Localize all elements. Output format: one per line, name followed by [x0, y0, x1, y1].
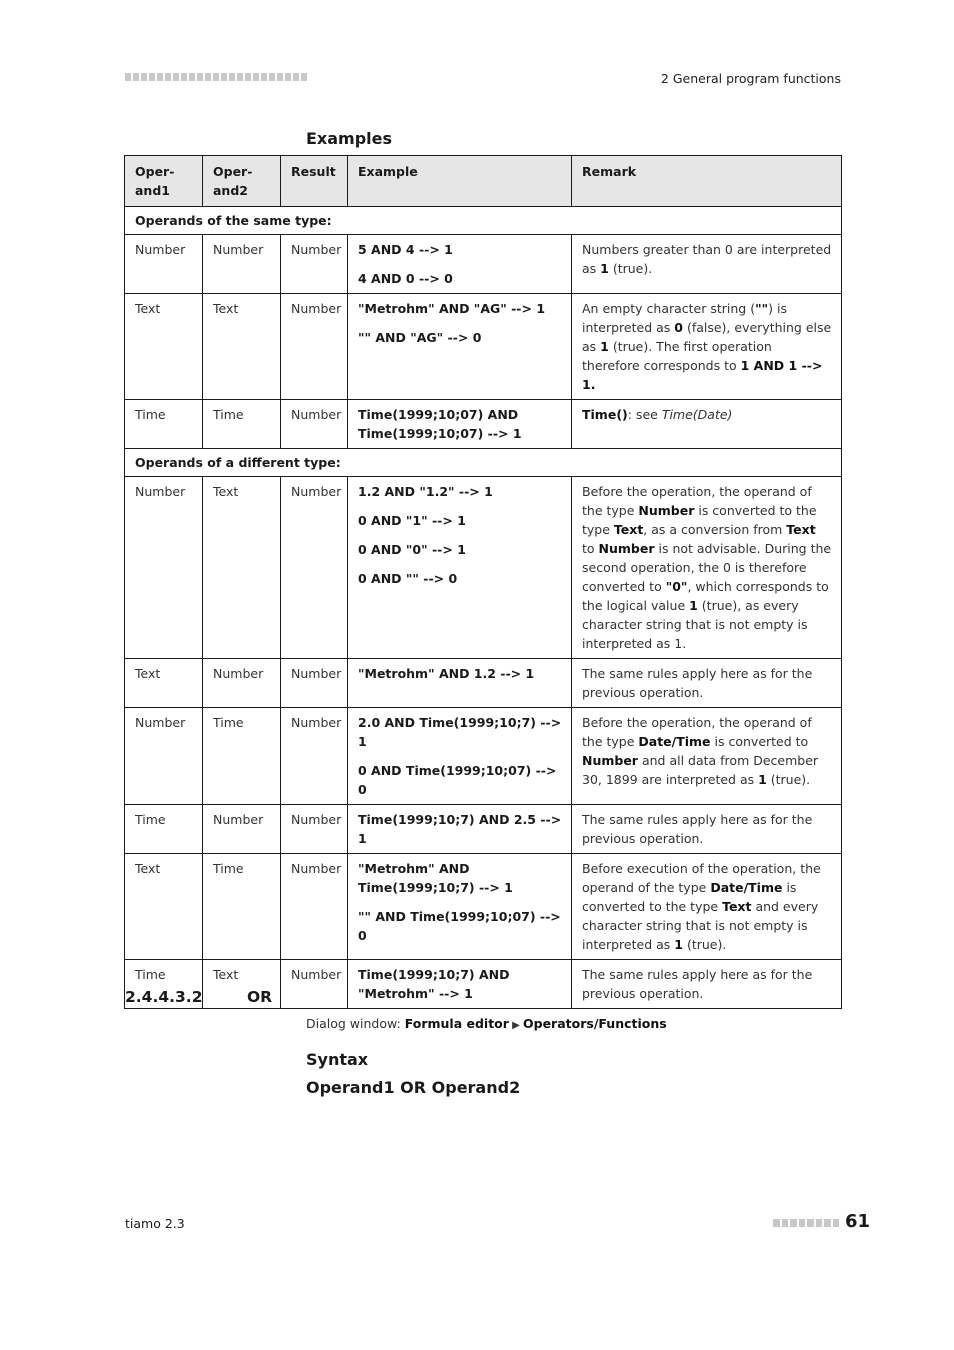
remark-text: "" [755, 301, 769, 316]
remark-text: is converted to [710, 734, 809, 749]
remark-text: , which corresponds to the logical value [582, 579, 829, 613]
remark-text: (true). [608, 261, 653, 276]
remark-text: (false), everything else as [582, 320, 832, 354]
remark-text: 1 [600, 339, 609, 354]
remark-cell [572, 235, 842, 294]
dialog-path-2: Operators/Functions [523, 1016, 667, 1031]
example-expression: Time(1999;10;07) AND Time(1999;10;07) --> 1 [358, 407, 522, 441]
dialog-path [306, 1016, 667, 1031]
example-expression: 0 AND "1" --> 1 [358, 513, 466, 528]
examples-heading: Examples [306, 129, 393, 148]
remark-cell [572, 708, 842, 805]
remark-text: Number [638, 503, 695, 518]
remark-text: 1 [600, 261, 609, 276]
remark-text: , as a conversion from [643, 522, 787, 537]
remark-text: 1 [689, 598, 698, 613]
footer-decoration [773, 1219, 839, 1227]
operand1-cell: Number [125, 708, 203, 805]
remark-text: ) is interpreted as [582, 301, 787, 335]
operand2-cell: Time [203, 708, 281, 805]
example-expression: "" AND "AG" --> 0 [358, 330, 482, 345]
operand1-cell: Text [125, 854, 203, 960]
remark-text: Date/Time [638, 734, 711, 749]
dialog-prefix: Dialog window: [306, 1016, 405, 1031]
remark-text: (true). [766, 772, 811, 787]
table-row [125, 400, 842, 449]
remark-text: to [582, 541, 599, 556]
operand1-cell: Text [125, 659, 203, 708]
table-row [125, 805, 842, 854]
result-cell: Number [281, 708, 348, 805]
section-row [125, 207, 842, 235]
dialog-path-1: Formula editor [404, 1016, 509, 1031]
example-expression: "Metrohm" AND "AG" --> 1 [358, 301, 546, 316]
remark-text: Number [582, 753, 638, 768]
operand2-cell: Number [203, 235, 281, 294]
section-row [125, 449, 842, 477]
operand2-cell: Text [203, 960, 281, 1009]
example-cell [348, 477, 572, 659]
example-expression: 0 AND "" --> 0 [358, 571, 458, 586]
remark-text: : see [627, 407, 662, 422]
col-header-example: Example [348, 156, 572, 207]
remark-text: The same rules apply here as for the previous operation. [582, 666, 813, 700]
result-cell: Number [281, 477, 348, 659]
remark-text: (true). The first operation therefore corresponds to [582, 339, 772, 373]
footer-product: tiamo 2.3 [125, 1216, 185, 1231]
remark-text: 1 AND 1 --> 1. [582, 358, 823, 392]
example-expression: 5 AND 4 --> 1 [358, 242, 453, 257]
remark-cell [572, 294, 842, 400]
example-cell [348, 294, 572, 400]
table-row [125, 960, 842, 1009]
remark-text: Before the operation, the operand of the type [582, 715, 812, 749]
section-label: Operands of a different type: [125, 449, 842, 477]
arrow-icon: ▶ [508, 1020, 523, 1031]
example-expression: "" AND Time(1999;10;07) --> 0 [358, 909, 561, 943]
operand1-cell: Time [125, 805, 203, 854]
result-cell: Number [281, 805, 348, 854]
table-row [125, 477, 842, 659]
page-number: 61 [845, 1211, 871, 1232]
result-cell: Number [281, 294, 348, 400]
syntax-code: Operand1 OR Operand2 [306, 1078, 521, 1097]
table-row [125, 708, 842, 805]
result-cell: Number [281, 659, 348, 708]
remark-text: is converted to the type [582, 880, 797, 914]
result-cell: Number [281, 960, 348, 1009]
remark-text: is converted to the type [582, 503, 817, 537]
remark-text: Time(Date) [661, 407, 733, 422]
examples-table [124, 155, 842, 1009]
section-label: Operands of the same type: [125, 207, 842, 235]
example-cell [348, 659, 572, 708]
remark-text: Text [786, 522, 816, 537]
section-number: 2.4.4.3.2 [125, 988, 203, 1006]
col-header-operand2: Oper- and2 [203, 156, 281, 207]
example-cell [348, 960, 572, 1009]
remark-cell [572, 805, 842, 854]
remark-cell [572, 960, 842, 1009]
remark-text: Date/Time [710, 880, 783, 895]
remark-text: 0 [674, 320, 683, 335]
table-row [125, 854, 842, 960]
table-row [125, 294, 842, 400]
remark-text: Before the operation, the operand of the type [582, 484, 812, 518]
example-expression: 2.0 AND Time(1999;10;7) --> 1 [358, 715, 562, 749]
example-expression: 4 AND 0 --> 0 [358, 271, 453, 286]
remark-text: The same rules apply here as for the previous operation. [582, 812, 813, 846]
example-cell [348, 854, 572, 960]
operand2-cell: Number [203, 805, 281, 854]
table-header-row [125, 156, 842, 207]
remark-text: Numbers greater than 0 are interpreted as [582, 242, 832, 276]
remark-text: 1 [674, 937, 683, 952]
operand1-cell: Time [125, 400, 203, 449]
remark-text: and every character string that is not empty is interpreted as [582, 899, 819, 952]
operand2-cell: Time [203, 400, 281, 449]
operand1-cell: Number [125, 235, 203, 294]
result-cell: Number [281, 235, 348, 294]
col-header-result: Result [281, 156, 348, 207]
result-cell: Number [281, 400, 348, 449]
remark-cell [572, 854, 842, 960]
operand2-cell: Number [203, 659, 281, 708]
example-cell [348, 235, 572, 294]
example-expression: 1.2 AND "1.2" --> 1 [358, 484, 493, 499]
remark-text: An empty character string ( [582, 301, 756, 316]
remark-cell [572, 659, 842, 708]
col-header-remark: Remark [572, 156, 842, 207]
example-expression: Time(1999;10;7) AND "Metrohm" --> 1 [358, 967, 510, 1001]
syntax-heading: Syntax [306, 1050, 369, 1069]
remark-text: and all data from December 30, 1899 are interpreted as [582, 753, 819, 787]
section-title: OR [247, 988, 273, 1006]
example-cell [348, 805, 572, 854]
operand2-cell: Time [203, 854, 281, 960]
remark-text: (true), as every character string that is not empty is interpreted as 1. [582, 598, 808, 651]
remark-text: "0" [665, 579, 688, 594]
remark-text: The same rules apply here as for the previous operation. [582, 967, 813, 1001]
table-row [125, 235, 842, 294]
remark-text: 1 [758, 772, 767, 787]
remark-text: Before execution of the operation, the operand of the type [582, 861, 821, 895]
header-decoration [125, 73, 307, 81]
remark-text: Number [598, 541, 655, 556]
example-cell [348, 708, 572, 805]
example-expression: "Metrohm" AND Time(1999;10;7) --> 1 [358, 861, 513, 895]
operand1-cell: Number [125, 477, 203, 659]
col-header-operand1: Oper- and1 [125, 156, 203, 207]
remark-cell [572, 477, 842, 659]
remark-text: Text [722, 899, 752, 914]
remark-text: Time() [582, 407, 628, 422]
result-cell: Number [281, 854, 348, 960]
remark-cell [572, 400, 842, 449]
operand2-cell: Text [203, 294, 281, 400]
operand1-cell: Text [125, 294, 203, 400]
remark-text: (true). [682, 937, 727, 952]
example-expression: Time(1999;10;7) AND 2.5 --> 1 [358, 812, 562, 846]
example-cell [348, 400, 572, 449]
operand1-cell: Time [125, 960, 203, 1009]
example-expression: 0 AND "0" --> 1 [358, 542, 466, 557]
running-header: 2 General program functions [660, 71, 841, 86]
example-expression: 0 AND Time(1999;10;07) --> 0 [358, 763, 557, 797]
remark-text: Text [613, 522, 644, 537]
operand2-cell: Text [203, 477, 281, 659]
table-row [125, 659, 842, 708]
example-expression: "Metrohm" AND 1.2 --> 1 [358, 666, 535, 681]
remark-text: is not advisable. During the second operation, the 0 is therefore converted to [582, 541, 832, 594]
